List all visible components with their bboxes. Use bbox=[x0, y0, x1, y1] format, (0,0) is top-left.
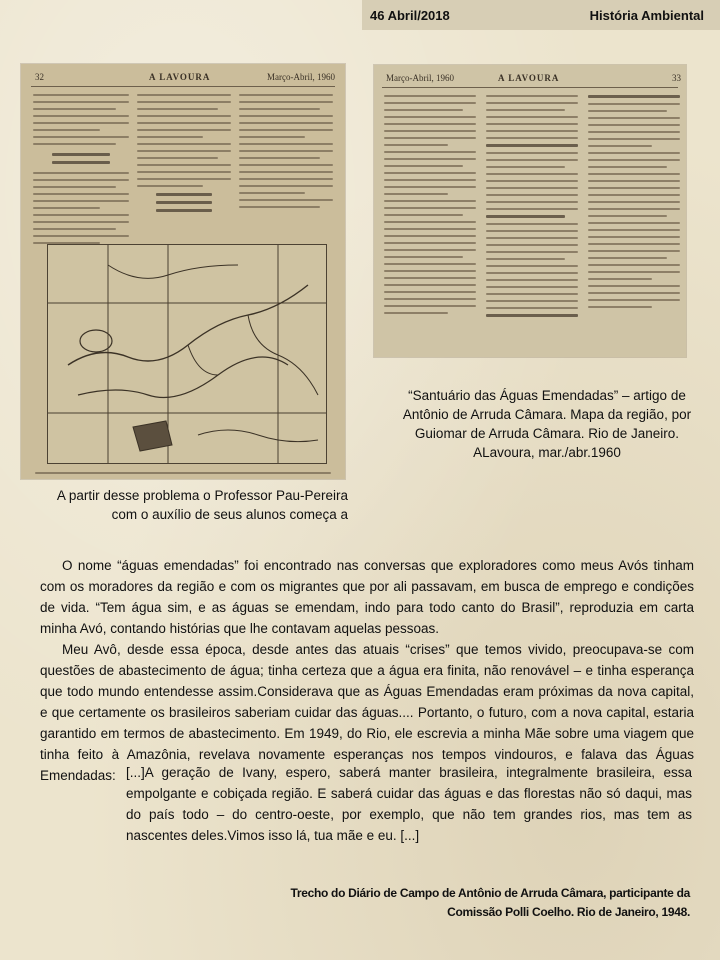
scan-text-column bbox=[486, 95, 578, 322]
scan-map-caption bbox=[35, 472, 331, 479]
diary-quote: [...]A geração de Ivany, espero, saberá manter brasileira, integralmente brasileira, essa empolgante e cobiçada região. E saberá cuidar das águas e das florestas não só daqui, mas do país todo – do centro-oeste, por exemplo, que não tem grandes rios, mas tem as nascentes deles.Vimos isso lá, tua mãe e eu. [...] bbox=[126, 765, 692, 843]
scan-text-column bbox=[588, 95, 680, 313]
scan-caption-left: A partir desse problema o Professor Pau-Pereira com o auxílio de seus alunos começa a bbox=[56, 488, 348, 522]
scan-newspaper-title: A LAVOURA bbox=[149, 72, 211, 82]
source-line: Trecho do Diário de Campo de Antônio de Arruda Câmara, participante da bbox=[290, 886, 690, 900]
scan-text-column bbox=[384, 95, 476, 319]
page-header bbox=[0, 0, 720, 32]
scan-text-column bbox=[137, 94, 231, 217]
scan-text-column bbox=[33, 94, 129, 249]
scan-rule bbox=[382, 87, 678, 88]
scan-page-number: 32 bbox=[35, 72, 44, 82]
newspaper-scan-left bbox=[21, 64, 345, 479]
paragraph: Meu Avô, desde essa época, desde antes das atuais “crises” que temos vivido, preocupava-se com questões de abastecimento de água; tinha certeza que a água era finita, não renovável – e tinha esperança que todo mundo entendesse assim.Considerava que as Águas Emendadas eram próximas da nova capital, e que certamente os brasileiros saberiam cuidar das águas.... Portanto, o futuro, com a nova capital, estaria garantido em termos de abastecimento. Em 1949, do Rio, ele escrevia a minha Mãe sobre uma viagem que tinha feito à Amazônia, revelava novamente esperanças nos tempos vindouros, e falava das Águas Emendadas: bbox=[40, 642, 694, 783]
region-map bbox=[47, 244, 327, 464]
scan-issue-date: Março-Abril, 1960 bbox=[386, 73, 454, 83]
issue-label: 46 Abril/2018 bbox=[370, 8, 450, 23]
scan-caption-right: “Santuário das Águas Emendadas” – artigo de Antônio de Arruda Câmara. Mapa da região, por Guiomar de Arruda Câmara. Rio de Janeiro. ALavoura, mar./abr.1960 bbox=[402, 388, 692, 460]
quote-source bbox=[170, 884, 690, 922]
newspaper-scan-right bbox=[374, 65, 686, 357]
scan-text-column bbox=[239, 94, 333, 213]
paragraph: O nome “águas emendadas” foi encontrado nas conversas que exploradores como meus Avós tinham com os moradores da região e com os migrantes que por ali passavam, em busca de emprego e condições de vida. “Tem água sim, e as águas se emendam, indo para todo canto do Brasil”, reproduzia em carta minha Avó, contando histórias que lhe contavam aquelas pessoas. bbox=[40, 558, 694, 636]
scan-issue-date: Março-Abril, 1960 bbox=[267, 72, 335, 82]
section-title: História Ambiental bbox=[589, 8, 704, 23]
source-line: Comissão Polli Coelho. Rio de Janeiro, 1948. bbox=[447, 905, 690, 919]
article-body bbox=[40, 555, 694, 786]
scan-rule bbox=[31, 86, 335, 87]
scan-newspaper-title: A LAVOURA bbox=[498, 73, 560, 83]
scan-page-number: 33 bbox=[672, 73, 681, 83]
